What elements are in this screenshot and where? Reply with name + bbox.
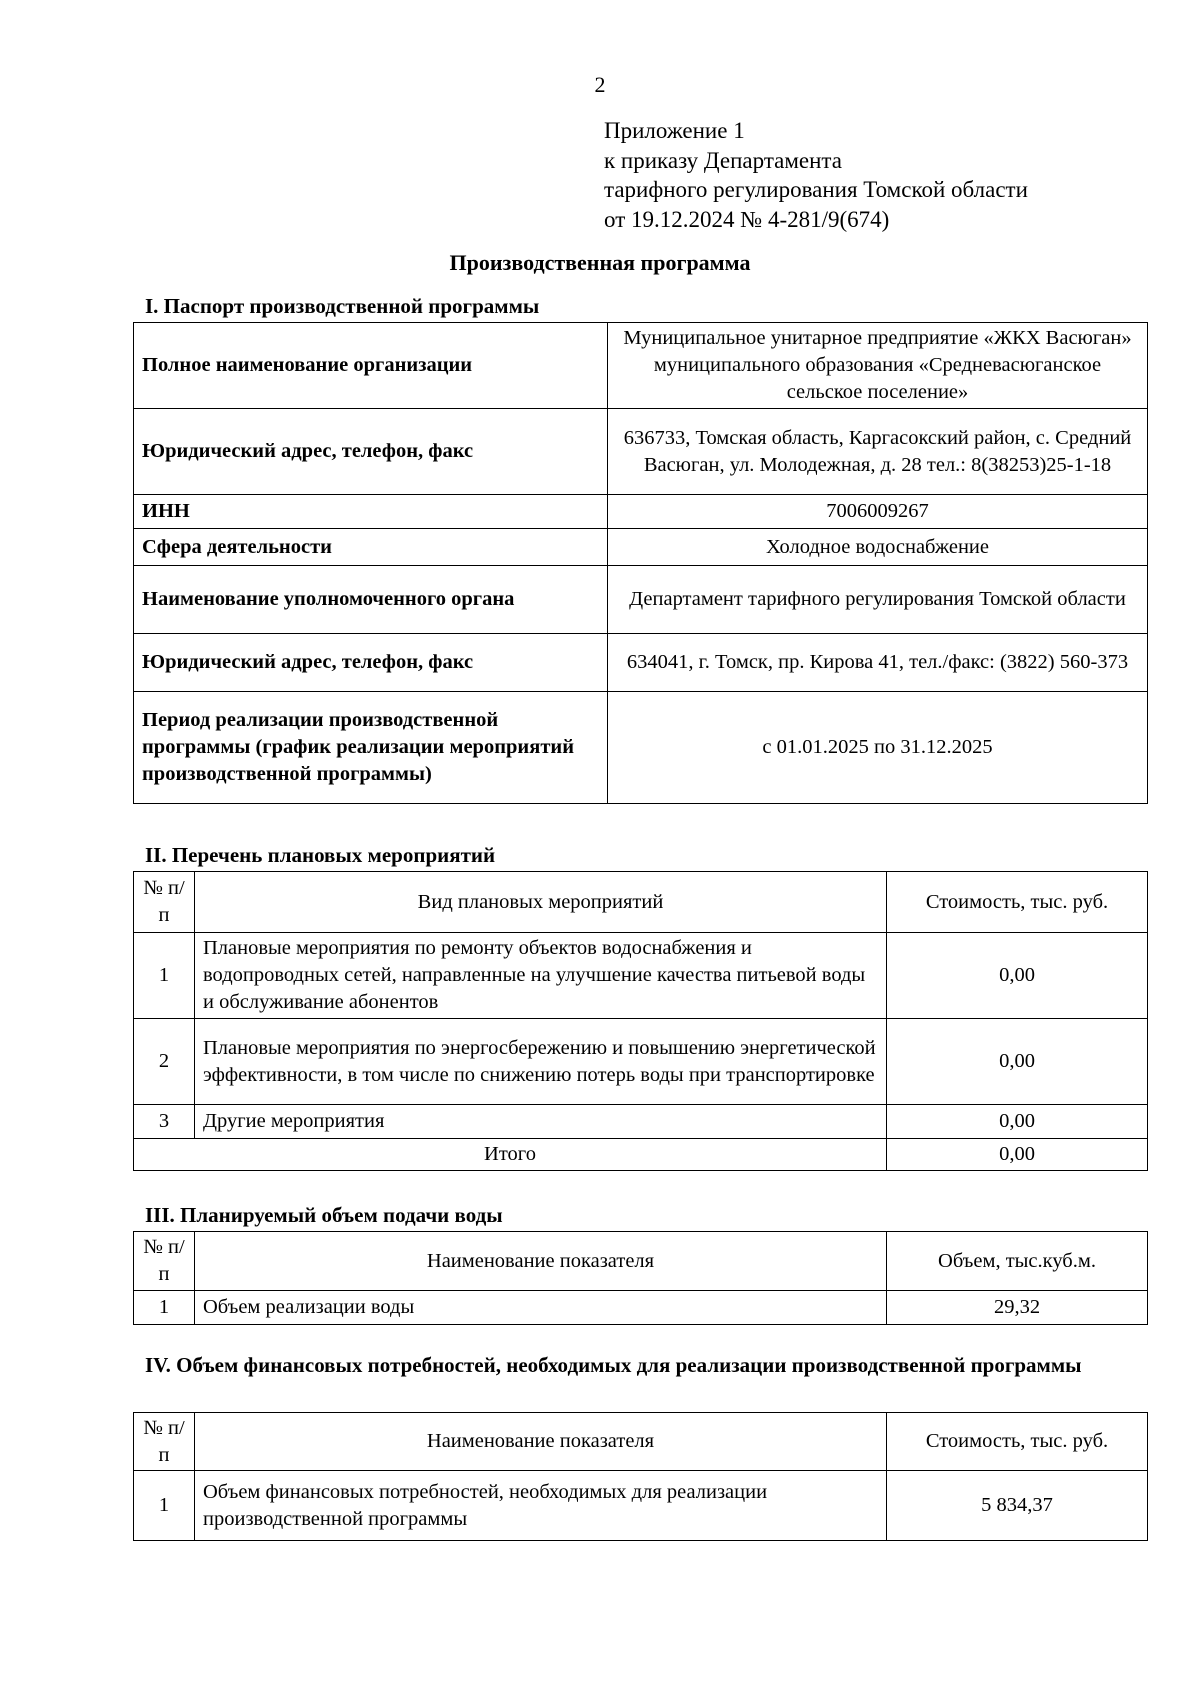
appendix-block: [604, 116, 1028, 234]
table-row: [134, 933, 1148, 1019]
column-header-num: № п/п: [134, 1232, 195, 1291]
section-4-heading: IV. Объем финансовых потребностей, необходимых для реализации производственной программы: [145, 1353, 1082, 1377]
document-title: Производственная программа: [449, 250, 751, 275]
appendix-line-4: от 19.12.2024 № 4-281/9(674): [604, 206, 890, 232]
row-num: 1: [134, 1291, 195, 1325]
passport-label: Период реализации производственной программы (график реализации мероприятий производственной программы): [134, 692, 608, 804]
table-row: [134, 1471, 1148, 1541]
row-cost: 5 834,37: [887, 1471, 1148, 1541]
passport-label: Юридический адрес, телефон, факс: [134, 409, 608, 495]
row-name: Плановые мероприятия по энергосбережению и повышению энергетической эффективности, в том числе по снижению потерь воды при транспортировке: [195, 1019, 887, 1105]
passport-row: [134, 692, 1148, 804]
passport-value: 636733, Томская область, Каргасокский район, с. Средний Васюган, ул. Молодежная, д. 28 тел.: 8(38253)25-1-18: [608, 409, 1148, 495]
row-num: 2: [134, 1019, 195, 1105]
table-row: [134, 1105, 1148, 1139]
row-name: Плановые мероприятия по ремонту объектов водоснабжения и водопроводных сетей, направленные на улучшение качества питьевой воды и обслуживание абонентов: [195, 933, 887, 1019]
section-2-heading: II. Перечень плановых мероприятий: [145, 843, 496, 867]
passport-table: [133, 322, 1148, 804]
passport-label: Юридический адрес, телефон, факс: [134, 634, 608, 692]
column-header-name: Наименование показателя: [195, 1232, 887, 1291]
financial-needs-table: [133, 1412, 1148, 1541]
row-name: Объем реализации воды: [195, 1291, 887, 1325]
row-cost: 0,00: [887, 1105, 1148, 1139]
water-volume-table: [133, 1231, 1148, 1325]
row-num: 1: [134, 933, 195, 1019]
row-num: 1: [134, 1471, 195, 1541]
table-header-row: [134, 1232, 1148, 1291]
activities-table: [133, 871, 1148, 1171]
row-cost: 0,00: [887, 1019, 1148, 1105]
row-name: Объем финансовых потребностей, необходимых для реализации производственной программы: [195, 1471, 887, 1541]
passport-value: Холодное водоснабжение: [608, 529, 1148, 566]
column-header-num: № п/п: [134, 872, 195, 933]
passport-row: [134, 409, 1148, 495]
table-row: [134, 1019, 1148, 1105]
appendix-line-3: тарифного регулирования Томской области: [604, 177, 1028, 202]
passport-value: Департамент тарифного регулирования Томской области: [608, 566, 1148, 634]
total-row: [134, 1139, 1148, 1171]
column-header-name: Вид плановых мероприятий: [195, 872, 887, 933]
passport-label: Полное наименование организации: [134, 323, 608, 409]
table-header-row: [134, 872, 1148, 933]
passport-row: [134, 323, 1148, 409]
passport-value: 7006009267: [608, 495, 1148, 529]
passport-row: [134, 634, 1148, 692]
row-num: 3: [134, 1105, 195, 1139]
passport-row: [134, 495, 1148, 529]
row-cost: 0,00: [887, 933, 1148, 1019]
column-header-cost: Стоимость, тыс. руб.: [887, 872, 1148, 933]
section-1-heading: I. Паспорт производственной программы: [145, 294, 540, 318]
passport-value: с 01.01.2025 по 31.12.2025: [608, 692, 1148, 804]
total-value: 0,00: [887, 1139, 1148, 1171]
appendix-line-1: Приложение 1: [604, 118, 745, 143]
passport-label: Сфера деятельности: [134, 529, 608, 566]
column-header-cost: Стоимость, тыс. руб.: [887, 1413, 1148, 1471]
passport-label: Наименование уполномоченного органа: [134, 566, 608, 634]
row-value: 29,32: [887, 1291, 1148, 1325]
appendix-line-2: к приказу Департамента: [604, 147, 842, 173]
row-name: Другие мероприятия: [195, 1105, 887, 1139]
table-header-row: [134, 1413, 1148, 1471]
passport-label: ИНН: [134, 495, 608, 529]
passport-value: Муниципальное унитарное предприятие «ЖКХ Васюган» муниципального образования «Средневасюганское сельское поселение»: [608, 323, 1148, 409]
column-header-name: Наименование показателя: [195, 1413, 887, 1471]
passport-row: [134, 529, 1148, 566]
section-3-heading: III. Планируемый объем подачи воды: [145, 1203, 503, 1227]
column-header-volume: Объем, тыс.куб.м.: [887, 1232, 1148, 1291]
passport-value: 634041, г. Томск, пр. Кирова 41, тел./факс: (3822) 560-373: [608, 634, 1148, 692]
table-row: [134, 1291, 1148, 1325]
total-label: Итого: [134, 1139, 887, 1171]
passport-row: [134, 566, 1148, 634]
page-number: 2: [594, 72, 606, 97]
column-header-num: № п/п: [134, 1413, 195, 1471]
